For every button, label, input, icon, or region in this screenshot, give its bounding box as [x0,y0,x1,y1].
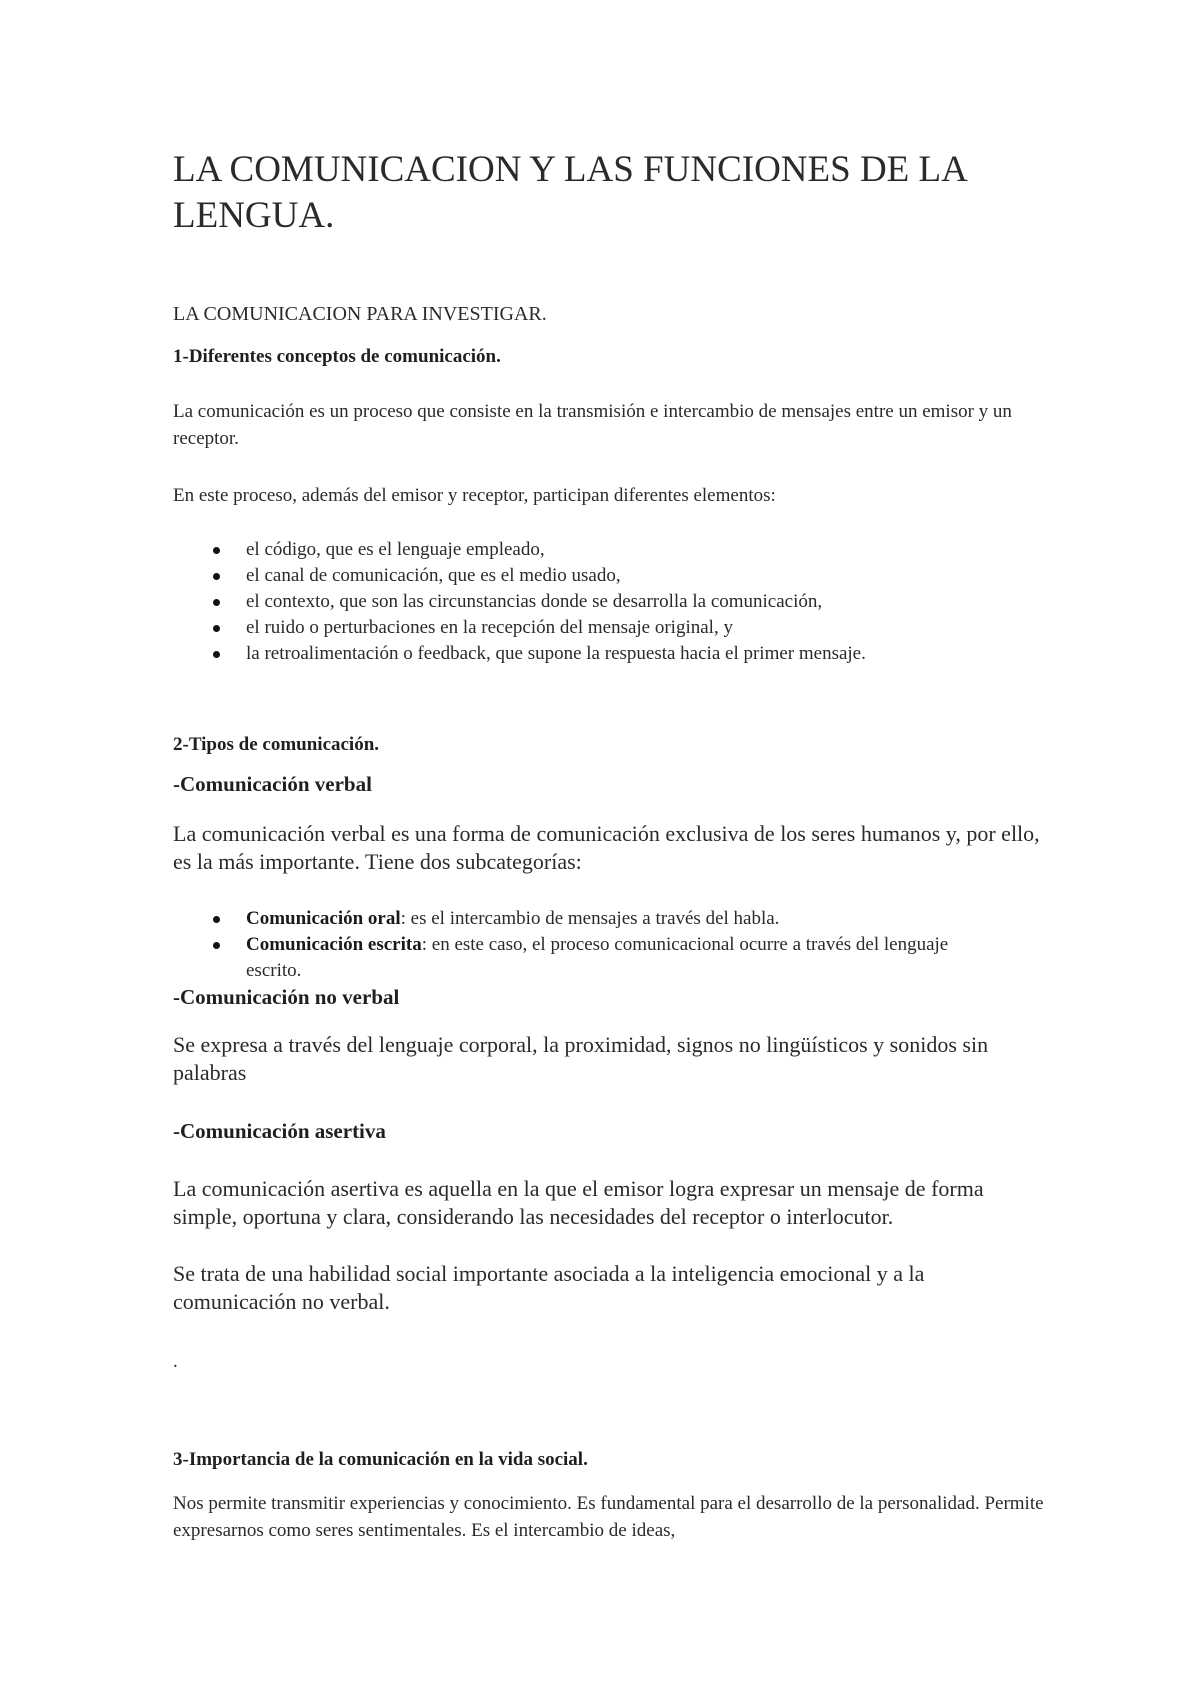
list-item [173,563,1003,589]
bullet-icon [213,573,220,580]
bullet-icon [213,651,220,658]
section-3-heading: 3-Importancia de la comunicación en la vida social. [173,1449,588,1470]
bullet-icon [213,599,220,606]
asertiva-paragraph-2: Se trata de una habilidad social importante asociada a la inteligencia emocional y a la comunicación no verbal. [173,1261,925,1314]
elements-list [173,537,1003,667]
list-item-text: : en este caso, el proceso comunicacional ocurre a través del lenguaje escrito. [246,934,949,981]
verbal-paragraph: La comunicación verbal es una forma de comunicación exclusiva de los seres humanos y, por ello, es la más importante. Tiene dos subcategorías: [173,821,1040,874]
document-subtitle: LA COMUNICACION PARA INVESTIGAR. [173,303,547,325]
list-item-text: el código, que es el lenguaje empleado, [246,539,545,560]
list-item [173,537,1003,563]
list-item [173,906,1003,932]
section-2-heading: 2-Tipos de comunicación. [173,734,380,755]
list-item-text: la retroalimentación o feedback, que supone la respuesta hacia el primer mensaje. [246,643,866,664]
list-item-term: Comunicación escrita [246,934,422,955]
section-1-paragraph-1: La comunicación es un proceso que consiste en la transmisión e intercambio de mensajes entre un emisor y un receptor. [173,401,1012,449]
list-item [173,641,1003,667]
bullet-icon [213,547,220,554]
list-item-text: el canal de comunicación, que es el medio usado, [246,565,621,586]
section-1-heading: 1-Diferentes conceptos de comunicación. [173,346,501,367]
list-item [173,932,1003,984]
list-item-text: el contexto, que son las circunstancias donde se desarrolla la comunicación, [246,591,823,612]
bullet-icon [213,942,220,949]
asertiva-paragraph-1: La comunicación asertiva es aquella en la que el emisor logra expresar un mensaje de forma simple, oportuna y clara, considerando las necesidades del receptor o interlocutor. [173,1176,984,1229]
list-item-term: Comunicación oral [246,908,401,929]
list-item-text: : es el intercambio de mensajes a través del habla. [400,908,780,929]
no-verbal-paragraph: Se expresa a través del lenguaje corporal, la proximidad, signos no lingüísticos y sonidos sin palabras [173,1032,989,1085]
asertiva-heading: -Comunicación asertiva [173,1119,386,1143]
section-1-paragraph-2: En este proceso, además del emisor y receptor, participan diferentes elementos: [173,485,776,506]
bullet-icon [213,916,220,923]
list-item [173,589,1003,615]
verbal-subcategories-list [173,906,1003,984]
verbal-heading: -Comunicación verbal [173,772,372,796]
stray-dot: . [173,1351,178,1372]
list-item [173,615,1003,641]
no-verbal-heading: -Comunicación no verbal [173,985,400,1009]
section-3-paragraph: Nos permite transmitir experiencias y conocimiento. Es fundamental para el desarrollo de la personalidad. Permite expresarnos como seres sentimentales. Es el intercambio de ideas, [173,1493,1044,1541]
document-title: LA COMUNICACION Y LAS FUNCIONES DE LA LENGUA. [173,149,966,236]
list-item-text: el ruido o perturbaciones en la recepción del mensaje original, y [246,617,733,638]
bullet-icon [213,625,220,632]
